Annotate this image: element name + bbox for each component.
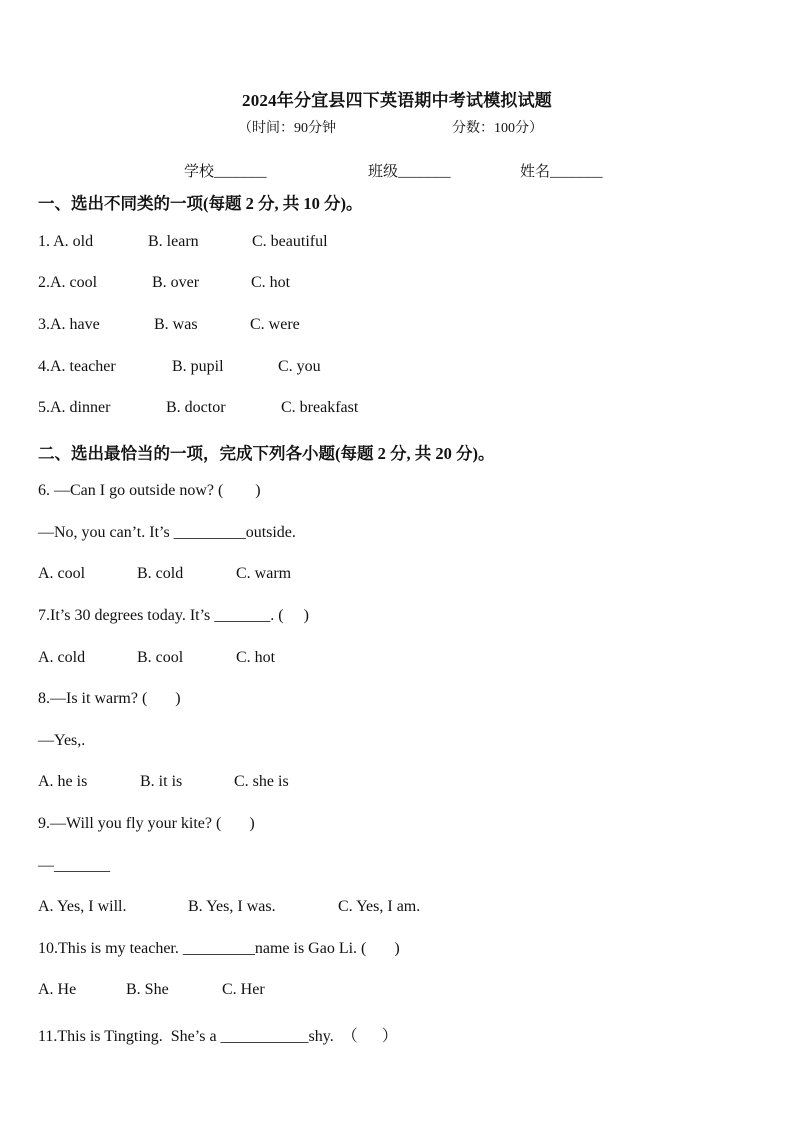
question-1-a: 1. A. old [38,233,94,250]
exam-time: （时间：90分钟 [238,121,336,136]
question-9-option-b: B. Yes, I was. [188,898,276,915]
question-9-option-a: A. Yes, I will. [38,898,127,915]
question-2-c: C. hot [251,274,291,291]
question-4-a: 4.A. teacher [38,358,116,375]
question-9-option-c: C. Yes, I am. [338,898,421,915]
question-10-option-b: B. She [126,981,169,998]
question-8: 8.—Is it warm? ( ) [38,690,181,707]
question-10-option-c: C. Her [222,981,265,998]
section-2-heading: 二、选出最恰当的一项，完成下列各小题(每题 2 分, 共 20 分)。 [38,444,495,463]
question-8-reply: —Yes,. [38,732,86,749]
question-9-reply: —_______ [38,857,110,874]
question-3-c: C. were [250,316,300,333]
question-5-a: 5.A. dinner [38,399,111,416]
section-1-heading: 一、选出不同类的一项(每题 2 分, 共 10 分)。 [38,194,363,213]
question-1-b: B. learn [148,233,199,250]
question-7-option-c: C. hot [236,649,276,666]
question-3-a: 3.A. have [38,316,100,333]
class-field: 班级_______ [368,164,451,180]
question-6-option-a: A. cool [38,565,86,582]
name-field: 姓名_______ [520,164,603,180]
question-2-a: 2.A. cool [38,274,98,291]
school-field: 学校_______ [184,164,267,180]
question-6-option-b: B. cold [137,565,184,582]
exam-title: 2024年分宜县四下英语期中考试模拟试题 [242,91,552,110]
question-6: 6. —Can I go outside now? ( ) [38,482,261,499]
question-1-c: C. beautiful [252,233,328,250]
question-8-option-c: C. she is [234,773,289,790]
question-11: 11.This is Tingting. She’s a ___________shy. （ ） [38,1028,398,1045]
question-3-b: B. was [154,316,198,333]
question-5-c: C. breakfast [281,399,359,416]
question-4-c: C. you [278,358,321,375]
question-6-option-c: C. warm [236,565,292,582]
question-7-option-b: B. cool [137,649,184,666]
question-8-option-b: B. it is [140,773,183,790]
question-8-option-a: A. he is [38,773,88,790]
question-6-reply: —No, you can’t. It’s _________outside. [38,524,296,541]
question-7: 7.It’s 30 degrees today. It’s _______. ( ) [38,607,309,624]
question-7-option-a: A. cold [38,649,86,666]
exam-score: 分数：100分） [452,121,543,136]
question-9: 9.—Will you fly your kite? ( ) [38,815,255,832]
question-2-b: B. over [152,274,200,291]
question-10: 10.This is my teacher. _________name is Gao Li. ( ) [38,940,400,957]
question-5-b: B. doctor [166,399,226,416]
question-4-b: B. pupil [172,358,224,375]
question-10-option-a: A. He [38,981,77,998]
